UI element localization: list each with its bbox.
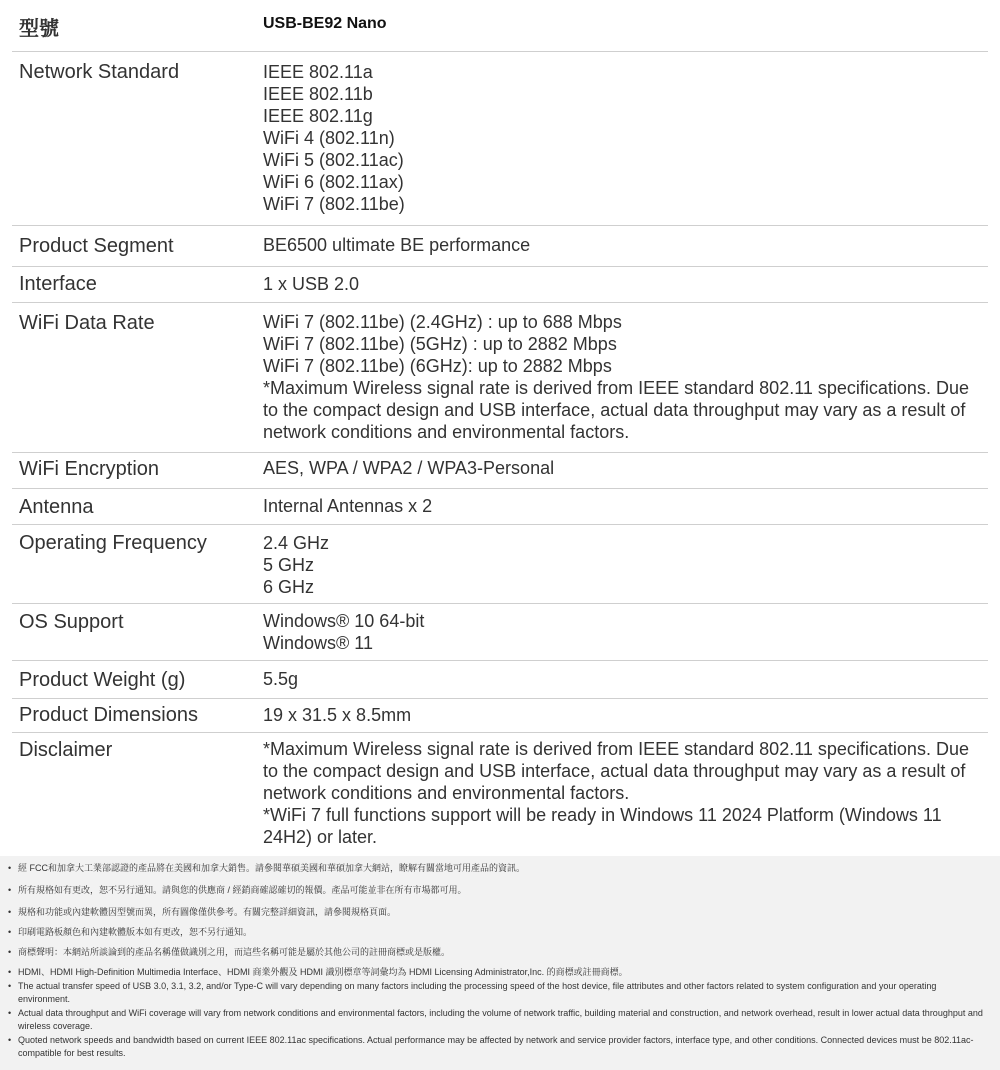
bullet-icon: • <box>8 981 12 991</box>
bullet-icon: • <box>8 1035 12 1045</box>
spec-row-interface <box>12 267 988 303</box>
bullet-icon: • <box>8 863 12 873</box>
spec-value-network-standard: IEEE 802.11b <box>263 84 373 104</box>
spec-value-data-rate: WiFi 7 (802.11be) (5GHz) : up to 2882 Mbps <box>263 334 617 354</box>
footnote-item <box>8 1007 990 1033</box>
footnote-item <box>8 980 990 1006</box>
spec-value-product-segment: BE6500 ultimate BE performance <box>263 235 531 255</box>
spec-value-network-standard: WiFi 7 (802.11be) <box>263 194 405 214</box>
spec-value-network-standard: WiFi 4 (802.11n) <box>263 128 395 148</box>
spec-label-wifi-data-rate: WiFi Data Rate <box>19 312 155 334</box>
spec-value-frequency: 5 GHz <box>263 555 315 575</box>
spec-row-disclaimer <box>12 733 988 855</box>
bullet-icon: • <box>8 967 12 977</box>
spec-value-data-rate: WiFi 7 (802.11be) (2.4GHz) : up to 688 Mbps <box>263 312 622 332</box>
spec-value-frequency: 2.4 GHz <box>263 533 330 553</box>
footnote-item <box>8 1034 990 1060</box>
spec-row-wifi-encryption <box>12 453 988 489</box>
spec-label-disclaimer: Disclaimer <box>19 739 113 761</box>
spec-row-product-segment <box>12 226 988 267</box>
spec-value-data-rate-note: *Maximum Wireless signal rate is derived from IEEE standard 802.11 specifications. Due to the compact design and USB interface, actual data throughput may vary as a result of network conditions and environmental factors. <box>263 378 969 442</box>
footnote-text: 印刷電路板顏色和內建軟體版本如有更改，恕不另行通知。 <box>18 927 253 937</box>
spec-label-model: 型號 <box>19 18 59 40</box>
spec-label-interface: Interface <box>19 273 97 295</box>
bullet-icon: • <box>8 907 12 917</box>
spec-value-wifi-encryption: AES, WPA / WPA2 / WPA3-Personal <box>263 458 555 478</box>
spec-row-product-weight <box>12 661 988 699</box>
footnote-text: HDMI、HDMI High-Definition Multimedia Interface、HDMI 商業外觀及 HDMI 識別標章等詞彙均為 HDMI Licensing Administrator,Inc. 的商標或註冊商標。 <box>18 967 628 977</box>
footnote-item <box>8 946 990 959</box>
spec-value-frequency: 6 GHz <box>263 577 315 597</box>
bullet-icon: • <box>8 927 12 937</box>
footnote-text: 經 FCC和加拿大工業部認證的產品將在美國和加拿大銷售。請參閱華碩美國和華碩加拿大網站，瞭解有關當地可用產品的資訊。 <box>18 863 526 873</box>
footnote-text: 商標聲明：本網站所談論到的產品名稱僅做識別之用，而這些名稱可能是屬於其他公司的註冊商標或是版權。 <box>18 947 451 957</box>
bullet-icon: • <box>8 885 12 895</box>
footnote-item <box>8 926 990 939</box>
spec-label-network-standard: Network Standard <box>19 61 180 83</box>
footnote-item <box>8 906 990 919</box>
spec-value-data-rate: WiFi 7 (802.11be) (6GHz): up to 2882 Mbps <box>263 356 612 376</box>
footnote-item <box>8 966 990 979</box>
footnote-text: Actual data throughput and WiFi coverage will vary from network conditions and environmental factors, including the volume of network traffic, building material and construction, and network overhead, result in lower actual data throughput and wireless coverage. <box>18 1008 983 1031</box>
spec-value-disclaimer-para: *Maximum Wireless signal rate is derived from IEEE standard 802.11 specifications. Due to the compact design and USB interface, actual data throughput may vary as a result of network conditions and environmental factors. <box>263 739 969 803</box>
bullet-icon: • <box>8 1008 12 1018</box>
spec-value-interface: 1 x USB 2.0 <box>263 274 360 294</box>
spec-label-os-support: OS Support <box>19 611 124 633</box>
spec-row-os-support <box>12 604 988 661</box>
spec-label-antenna: Antenna <box>19 496 94 518</box>
spec-value-model: USB-BE92 Nano <box>263 15 387 32</box>
spec-label-wifi-encryption: WiFi Encryption <box>19 458 160 480</box>
spec-value-product-dimensions: 19 x 31.5 x 8.5mm <box>263 705 412 725</box>
footnote-text: 規格和功能或內建軟體因型號而異，所有圖像僅供參考。有關完整詳細資訊，請參閱規格頁面。 <box>18 907 397 917</box>
spec-label-product-weight: Product Weight (g) <box>19 669 186 691</box>
spec-row-network-standard <box>12 52 988 226</box>
spec-row-operating-frequency <box>12 525 988 604</box>
spec-row-product-dimensions <box>12 699 988 733</box>
spec-row-model <box>12 0 988 52</box>
spec-label-operating-frequency: Operating Frequency <box>19 532 207 554</box>
spec-value-network-standard: WiFi 6 (802.11ax) <box>263 172 404 192</box>
bullet-icon: • <box>8 947 12 957</box>
spec-value-antenna: Internal Antennas x 2 <box>263 496 433 516</box>
spec-row-antenna <box>12 489 988 525</box>
spec-value-network-standard: WiFi 5 (802.11ac) <box>263 150 404 170</box>
spec-value-disclaimer-para: *WiFi 7 full functions support will be ready in Windows 11 2024 Platform (Windows 11 24H2) or later. <box>263 805 942 847</box>
spec-value-os: Windows® 10 64-bit <box>263 611 425 631</box>
spec-value-os: Windows® 11 <box>263 633 373 653</box>
spec-label-product-dimensions: Product Dimensions <box>19 704 198 726</box>
spec-value-product-weight: 5.5g <box>263 669 299 689</box>
footnote-item <box>8 884 990 897</box>
footnote-text: The actual transfer speed of USB 3.0, 3.1, 3.2, and/or Type-C will vary depending on many factors including the processing speed of the host device, file attributes and other factors related to system configuration and your operating environment. <box>18 981 937 1004</box>
footnote-item <box>8 862 990 875</box>
spec-label-product-segment: Product Segment <box>19 235 174 257</box>
footnote-text: Quoted network speeds and bandwidth based on current IEEE 802.11ac specifications. Actual performance may be affected by network and service provider factors, interface type, and other conditions. Connected devices must be 802.11ac-compatible for best results. <box>18 1035 974 1058</box>
spec-value-network-standard: IEEE 802.11a <box>263 62 373 82</box>
footnotes-panel <box>0 856 1000 1070</box>
spec-value-network-standard: IEEE 802.11g <box>263 106 373 126</box>
spec-row-wifi-data-rate <box>12 303 988 453</box>
footnote-text: 所有規格如有更改，恕不另行通知。請與您的供應商 / 經銷商確認確切的報價。產品可能並非在所有市場都可用。 <box>18 885 467 895</box>
